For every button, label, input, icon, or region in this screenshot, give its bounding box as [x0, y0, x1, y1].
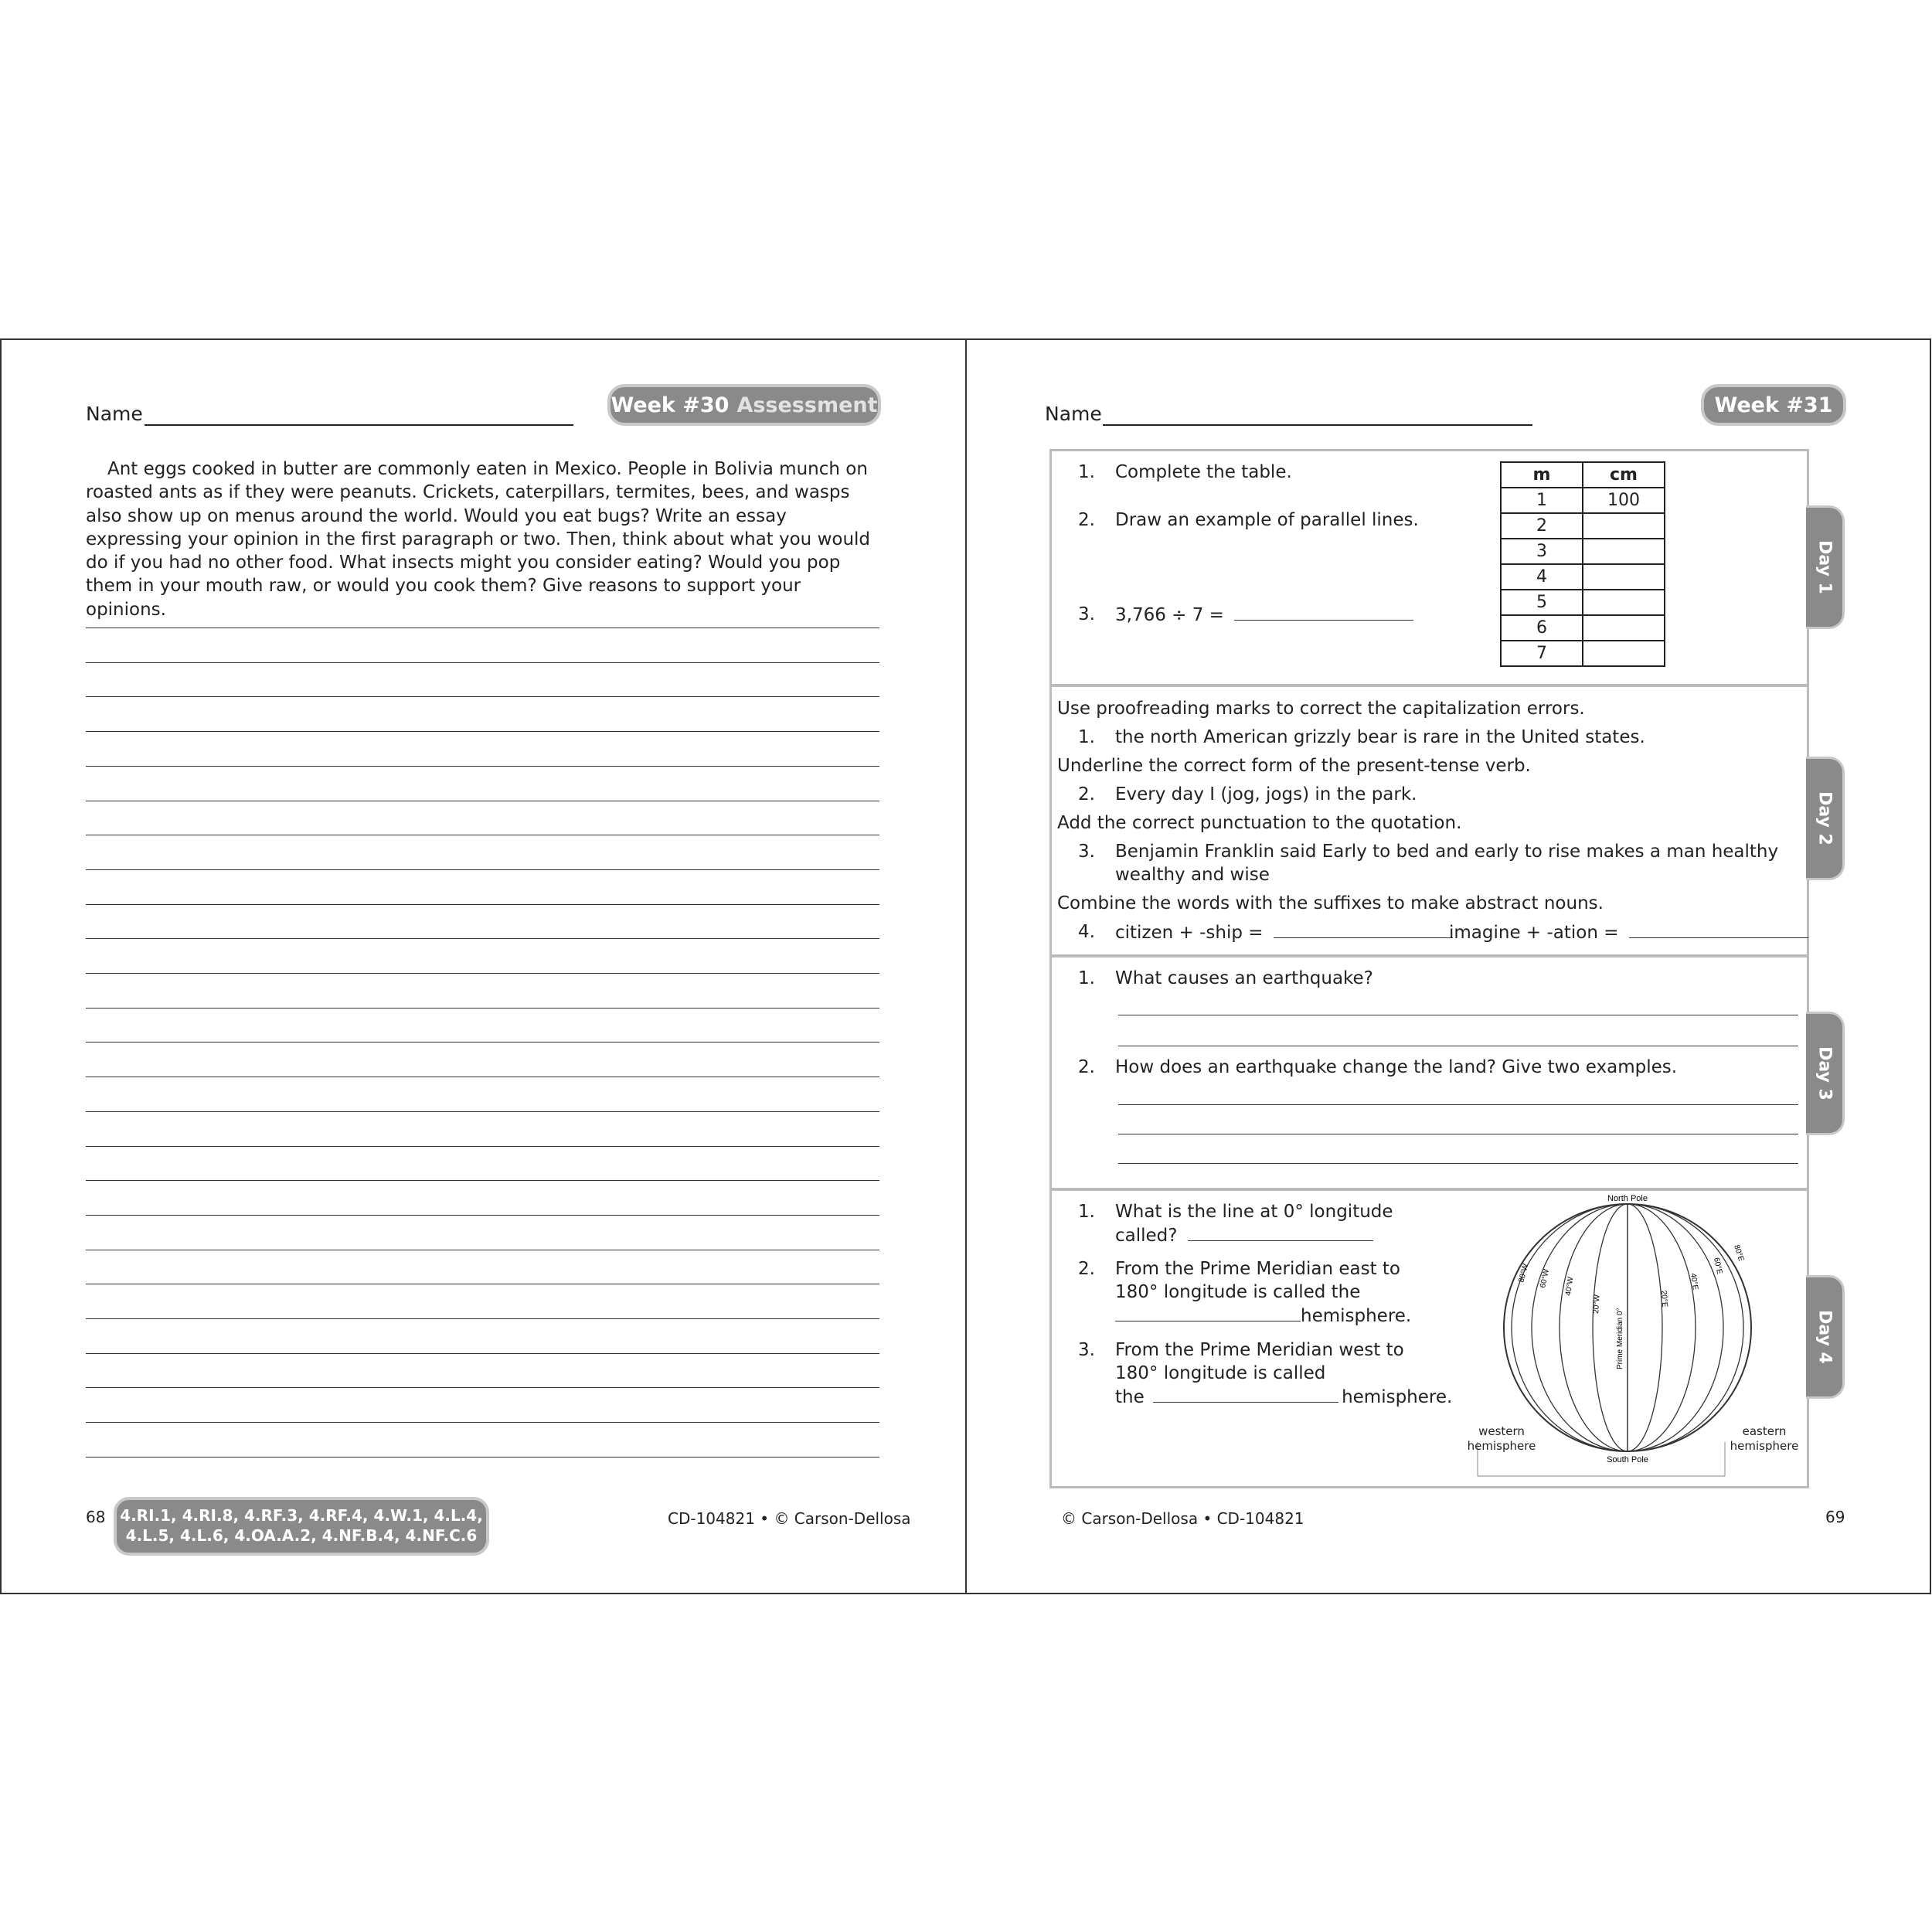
- day2-q2-number: 2.: [1078, 784, 1095, 804]
- label-40e: 40°E: [1689, 1272, 1699, 1291]
- page-number-right: 69: [1825, 1508, 1845, 1526]
- writing-line[interactable]: [86, 1180, 879, 1181]
- table-cell-cm[interactable]: [1583, 564, 1665, 590]
- writing-line[interactable]: [86, 1318, 879, 1319]
- writing-line[interactable]: [86, 904, 879, 905]
- day3-q1-text: What causes an earthquake?: [1115, 968, 1373, 988]
- table-cell-cm[interactable]: [1583, 641, 1665, 666]
- day3-q2-answer-line-1[interactable]: [1118, 1104, 1798, 1105]
- day2-q4b: [1449, 920, 1808, 944]
- day2-q4b-answer-line[interactable]: [1629, 920, 1808, 938]
- day4-q2-answer-line[interactable]: [1115, 1304, 1301, 1321]
- day2-instruction-3: Add the correct punctuation to the quotation.: [1057, 813, 1462, 833]
- eastern-hemisphere-label: [1730, 1424, 1799, 1454]
- page-number-left: 68: [86, 1508, 106, 1526]
- label-60w: 60°W: [1539, 1268, 1552, 1289]
- day1-q2-text: Draw an example of parallel lines.: [1115, 510, 1419, 530]
- writing-line[interactable]: [86, 1387, 879, 1388]
- writing-line[interactable]: [86, 938, 879, 939]
- day1-q1-number: 1.: [1078, 462, 1095, 482]
- week-badge-right: Week #31: [1701, 384, 1846, 426]
- eastern-label-line-1: eastern: [1742, 1424, 1787, 1438]
- table-row: [1501, 615, 1665, 641]
- day2-tab-label: Day 2: [1815, 791, 1834, 845]
- table-header: m: [1501, 462, 1583, 488]
- name-label-right: Name: [1045, 403, 1102, 425]
- label-80w: 80°W: [1517, 1263, 1531, 1284]
- day4-tab-label: Day 4: [1815, 1310, 1834, 1364]
- table-cell-m: 6: [1501, 615, 1583, 641]
- eastern-label-line-2: hemisphere: [1730, 1439, 1799, 1453]
- footer-right: © Carson-Dellosa • CD-104821: [1061, 1509, 1304, 1528]
- day4-q1-answer-line[interactable]: [1188, 1223, 1373, 1241]
- table-row: [1501, 488, 1665, 513]
- table-cell-m: 4: [1501, 564, 1583, 590]
- day3-tab: [1806, 1012, 1845, 1135]
- day1-q1-text: Complete the table.: [1115, 462, 1292, 482]
- day1-tab: [1806, 505, 1845, 629]
- western-label-line-2: hemisphere: [1467, 1439, 1536, 1453]
- day1-q3-number: 3.: [1078, 604, 1095, 624]
- writing-line[interactable]: [86, 1353, 879, 1354]
- table-row: [1501, 513, 1665, 539]
- day2-instruction-4: Combine the words with the suffixes to make abstract nouns.: [1057, 893, 1604, 913]
- table-cell-cm[interactable]: [1583, 615, 1665, 641]
- day2-q3-line-1: Benjamin Franklin said Early to bed and early to rise makes a man healthy: [1115, 842, 1779, 862]
- day3-tab-label: Day 3: [1815, 1046, 1834, 1100]
- standards-badge: [114, 1497, 489, 1556]
- day2-q2-text: Every day I (jog, jogs) in the park.: [1115, 784, 1417, 804]
- table-cell-m: 7: [1501, 641, 1583, 666]
- day2-q4a-text: citizen + -ship =: [1115, 923, 1264, 943]
- table-row: [1501, 564, 1665, 590]
- week-number: Week #30: [611, 393, 730, 417]
- standards-line-1: 4.RI.1, 4.RI.8, 4.RF.3, 4.RF.4, 4.W.1, 4.L.4,: [120, 1506, 483, 1525]
- day4-q1-line-1: What is the line at 0° longitude: [1115, 1202, 1393, 1222]
- conversion-table: [1500, 461, 1665, 667]
- day3-q2-text: How does an earthquake change the land? Give two examples.: [1115, 1057, 1678, 1077]
- day3-q1-number: 1.: [1078, 968, 1095, 988]
- day1-tab-label: Day 1: [1815, 540, 1834, 594]
- day2-instruction-2: Underline the correct form of the present-tense verb.: [1057, 756, 1531, 776]
- day3-q2-answer-line-3[interactable]: [1118, 1163, 1798, 1164]
- table-cell-cm[interactable]: [1583, 590, 1665, 615]
- table-cell-m: 2: [1501, 513, 1583, 539]
- south-pole-label: South Pole: [1607, 1455, 1648, 1464]
- name-line[interactable]: [145, 424, 573, 426]
- north-pole-label: North Pole: [1607, 1194, 1648, 1203]
- writing-line[interactable]: [86, 766, 879, 767]
- day2-q3-line-2: wealthy and wise: [1115, 865, 1270, 885]
- label-20w: 20°W: [1592, 1294, 1602, 1315]
- table-row: [1501, 590, 1665, 615]
- day2-q4b-text: imagine + -ation =: [1449, 923, 1619, 943]
- label-80e: 80°E: [1732, 1243, 1746, 1263]
- day4-q3-answer-line[interactable]: [1153, 1385, 1338, 1403]
- day2-q4-number: 4.: [1078, 922, 1095, 942]
- day2-q4a: [1115, 920, 1453, 944]
- day1-q2-number: 2.: [1078, 510, 1095, 530]
- week-badge: [607, 384, 881, 426]
- name-line-right[interactable]: [1103, 424, 1532, 426]
- day4-q3-line-3b-text: hemisphere.: [1342, 1387, 1453, 1407]
- table-cell-cm: 100: [1583, 488, 1665, 513]
- day4-q3-line-1: From the Prime Meridian west to: [1115, 1340, 1404, 1360]
- table-cell-cm[interactable]: [1583, 539, 1665, 564]
- table-row: [1501, 539, 1665, 564]
- writing-line[interactable]: [86, 1422, 879, 1423]
- prime-meridian-label: Prime Meridian 0°: [1616, 1308, 1624, 1369]
- page-divider: [965, 338, 967, 1594]
- writing-line[interactable]: [86, 696, 879, 697]
- day4-q1-line-2-text: called?: [1115, 1226, 1178, 1246]
- footer-left: CD-104821 • © Carson-Dellosa: [668, 1509, 911, 1528]
- writing-line[interactable]: [86, 1111, 879, 1112]
- western-hemisphere-label: [1467, 1424, 1536, 1454]
- writing-line[interactable]: [86, 1215, 879, 1216]
- table-header: cm: [1583, 462, 1665, 488]
- day4-q3-line-3a-text: the: [1115, 1387, 1145, 1407]
- day4-q2-line-2: 180° longitude is called the: [1115, 1282, 1361, 1302]
- western-label-line-1: western: [1478, 1424, 1525, 1438]
- day2-q3-number: 3.: [1078, 842, 1095, 862]
- writing-line[interactable]: [86, 973, 879, 974]
- day1-q3-text: 3,766 ÷ 7 =: [1115, 605, 1224, 625]
- day1-q3: [1115, 603, 1413, 627]
- table-cell-m: 5: [1501, 590, 1583, 615]
- day4-q3-line-2: 180° longitude is called: [1115, 1363, 1326, 1383]
- day3-q2-number: 2.: [1078, 1057, 1095, 1077]
- day2-q1-text: the north American grizzly bear is rare in the United states.: [1115, 727, 1645, 747]
- label-40w: 40°W: [1564, 1276, 1576, 1297]
- day2-instruction-1: Use proofreading marks to correct the capitalization errors.: [1057, 699, 1585, 719]
- writing-line[interactable]: [86, 869, 879, 870]
- week-assessment-label: Assessment: [736, 393, 878, 417]
- writing-line[interactable]: [86, 1008, 879, 1009]
- day4-tab: [1806, 1275, 1845, 1399]
- day4-q3-number: 3.: [1078, 1340, 1095, 1360]
- day4-q2-line-1: From the Prime Meridian east to: [1115, 1259, 1400, 1279]
- day2-q1-number: 1.: [1078, 727, 1095, 747]
- table-row: [1501, 641, 1665, 666]
- day4-q1-number: 1.: [1078, 1202, 1095, 1222]
- day4-q1-line-2: [1115, 1223, 1373, 1247]
- name-label: Name: [86, 403, 143, 425]
- writing-line[interactable]: [86, 731, 879, 732]
- writing-line[interactable]: [86, 1457, 879, 1458]
- writing-line[interactable]: [86, 1042, 879, 1043]
- essay-prompt: Ant eggs cooked in butter are commonly eaten in Mexico. People in Bolivia munch on roasted ants as if they were peanuts. Crickets, caterpillars, termites, bees, and wasps also show up on menus around the world. Would you eat bugs? Write an essay expressing your opinion in the first paragraph or two. Then, think about what you would do if you had no other food. What insects might you consider eating? Would you pop them in your mouth raw, or would you cook them? Give reasons to support your opinions.: [86, 459, 871, 620]
- standards-line-2: 4.L.5, 4.L.6, 4.OA.A.2, 4.NF.B.4, 4.NF.C.6: [125, 1526, 478, 1545]
- writing-line[interactable]: [86, 1146, 879, 1147]
- day4-q2-number: 2.: [1078, 1259, 1095, 1279]
- table-cell-m: 1: [1501, 488, 1583, 513]
- day2-q4a-answer-line[interactable]: [1274, 920, 1453, 938]
- day4-q2-line-3-text: hemisphere.: [1301, 1306, 1412, 1326]
- day2-tab: [1806, 757, 1845, 880]
- day1-box: [1049, 449, 1809, 686]
- table-cell-cm[interactable]: [1583, 513, 1665, 539]
- day4-q2-line-3: [1115, 1304, 1411, 1328]
- writing-line[interactable]: [86, 662, 879, 663]
- table-cell-m: 3: [1501, 539, 1583, 564]
- label-20e: 20°E: [1659, 1290, 1669, 1308]
- day4-q3-line-3: [1115, 1385, 1452, 1409]
- day1-q3-answer-line[interactable]: [1234, 603, 1413, 621]
- label-60e: 60°E: [1712, 1257, 1724, 1275]
